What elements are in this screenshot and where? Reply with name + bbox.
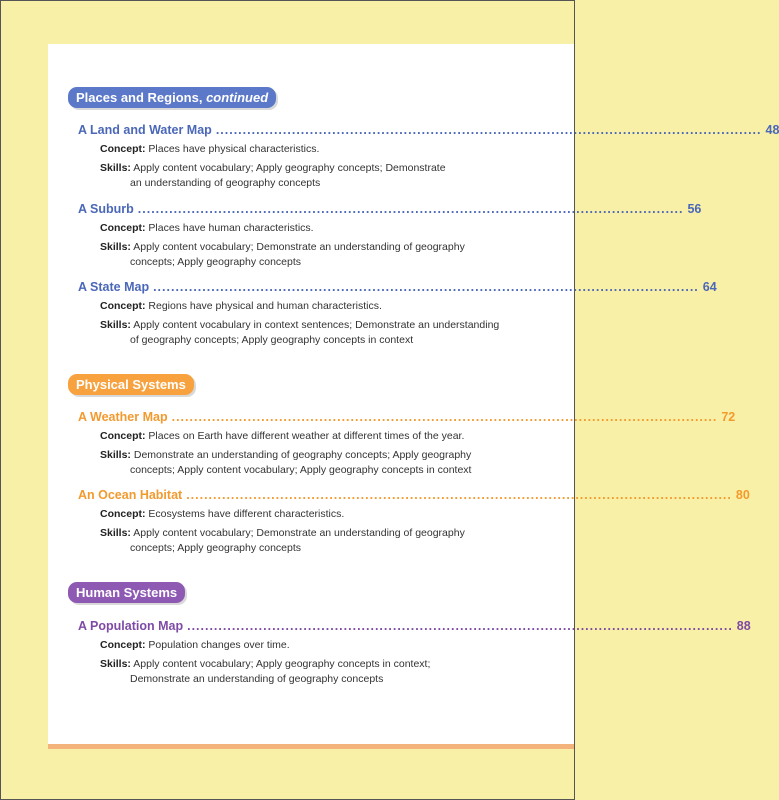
skills-line [100, 657, 566, 688]
skills-text-cont: of geography concepts; Apply geography concepts in context [130, 334, 414, 346]
skills-text-cont: an understanding of geography concepts [130, 177, 321, 189]
concept-label: Concept: [100, 639, 146, 651]
toc-entry-state-map [78, 279, 717, 349]
leader-dots: .......................................................................................................................... [171, 410, 718, 424]
entry-title: A Land and Water Map [78, 123, 212, 137]
toc-entry-suburb [78, 201, 702, 271]
skills-text: Apply content vocabulary; Demonstrate an understanding of geography [133, 240, 465, 253]
concept-text: Places on Earth have different weather at different times of the year. [148, 430, 465, 442]
document-page [48, 44, 779, 749]
toc-entry-land-and-water-map [78, 122, 779, 192]
concept-label: Concept: [100, 508, 146, 520]
concept-line [100, 142, 566, 158]
section-header-human-systems [68, 582, 185, 603]
page-number: 72 [721, 410, 736, 424]
leader-dots: .......................................................................................................................... [186, 488, 732, 502]
section-label-italic: continued [206, 90, 269, 105]
toc-entry-ocean-habitat [78, 487, 750, 557]
entry-title: A State Map [78, 280, 150, 294]
skills-line [100, 240, 566, 271]
toc-entry-title-row[interactable] [78, 487, 750, 503]
skills-label: Skills: [100, 318, 131, 331]
page-number: 56 [687, 202, 702, 216]
section-header-physical-systems [68, 374, 194, 395]
skills-text-cont: concepts; Apply content vocabulary; Apply geography concepts in context [130, 464, 472, 476]
skills-text: Apply content vocabulary in context sentences; Demonstrate an understanding [133, 318, 500, 331]
skills-label: Skills: [100, 448, 131, 461]
skills-text: Apply content vocabulary; Demonstrate an understanding of geography [133, 526, 465, 539]
concept-line [100, 221, 566, 237]
page-number: 48 [765, 123, 779, 137]
entry-title: A Suburb [78, 202, 134, 216]
skills-line [100, 448, 566, 479]
leader-dots: .......................................................................................................................... [187, 619, 733, 633]
concept-label: Concept: [100, 222, 146, 234]
toc-entry-title-row[interactable] [78, 279, 717, 295]
toc-entry-title-row[interactable] [78, 409, 736, 425]
leader-dots: .......................................................................................................................... [137, 202, 684, 216]
concept-text: Regions have physical and human characteristics. [148, 300, 382, 312]
section-header-places-and-regions [68, 87, 276, 108]
leader-dots: .......................................................................................................................... [215, 123, 762, 137]
concept-line [100, 638, 566, 654]
skills-line [100, 526, 566, 557]
concept-line [100, 299, 566, 315]
concept-label: Concept: [100, 430, 146, 442]
concept-line [100, 429, 566, 445]
entry-title: A Population Map [78, 619, 184, 633]
concept-label: Concept: [100, 143, 146, 155]
entry-title: A Weather Map [78, 410, 168, 424]
toc-entry-title-row[interactable] [78, 618, 751, 634]
toc-entry-weather-map [78, 409, 736, 479]
page-bottom-edge [48, 744, 575, 749]
concept-line [100, 507, 566, 523]
skills-text-cont: Demonstrate an understanding of geography concepts [130, 673, 384, 685]
skills-line [100, 161, 566, 192]
concept-text: Places have human characteristics. [148, 222, 314, 234]
concept-label: Concept: [100, 300, 146, 312]
skills-text-cont: concepts; Apply geography concepts [130, 542, 302, 554]
skills-text: Demonstrate an understanding of geography concepts; Apply geography [133, 448, 472, 461]
entry-title: An Ocean Habitat [78, 488, 183, 502]
toc-entry-population-map [78, 618, 751, 688]
skills-text-cont: concepts; Apply geography concepts [130, 256, 302, 268]
concept-text: Population changes over time. [148, 639, 290, 651]
concept-text: Places have physical characteristics. [148, 143, 320, 155]
section-label: Human Systems [76, 585, 178, 600]
skills-line [100, 318, 566, 349]
leader-dots: .......................................................................................................................... [153, 280, 699, 294]
toc-entry-title-row[interactable] [78, 201, 702, 217]
page-number: 88 [736, 619, 751, 633]
skills-label: Skills: [100, 657, 131, 670]
toc-entry-title-row[interactable] [78, 122, 779, 138]
skills-text: Apply content vocabulary; Apply geography concepts in context; [133, 657, 431, 670]
concept-text: Ecosystems have different characteristics. [148, 508, 345, 520]
page-number: 80 [735, 488, 750, 502]
section-label: Physical Systems [76, 377, 186, 392]
skills-label: Skills: [100, 526, 131, 539]
section-label: Places and Regions, [76, 90, 203, 105]
skills-text: Apply content vocabulary; Apply geography concepts; Demonstrate [133, 161, 446, 174]
skills-label: Skills: [100, 161, 131, 174]
skills-label: Skills: [100, 240, 131, 253]
page-number: 64 [702, 280, 717, 294]
